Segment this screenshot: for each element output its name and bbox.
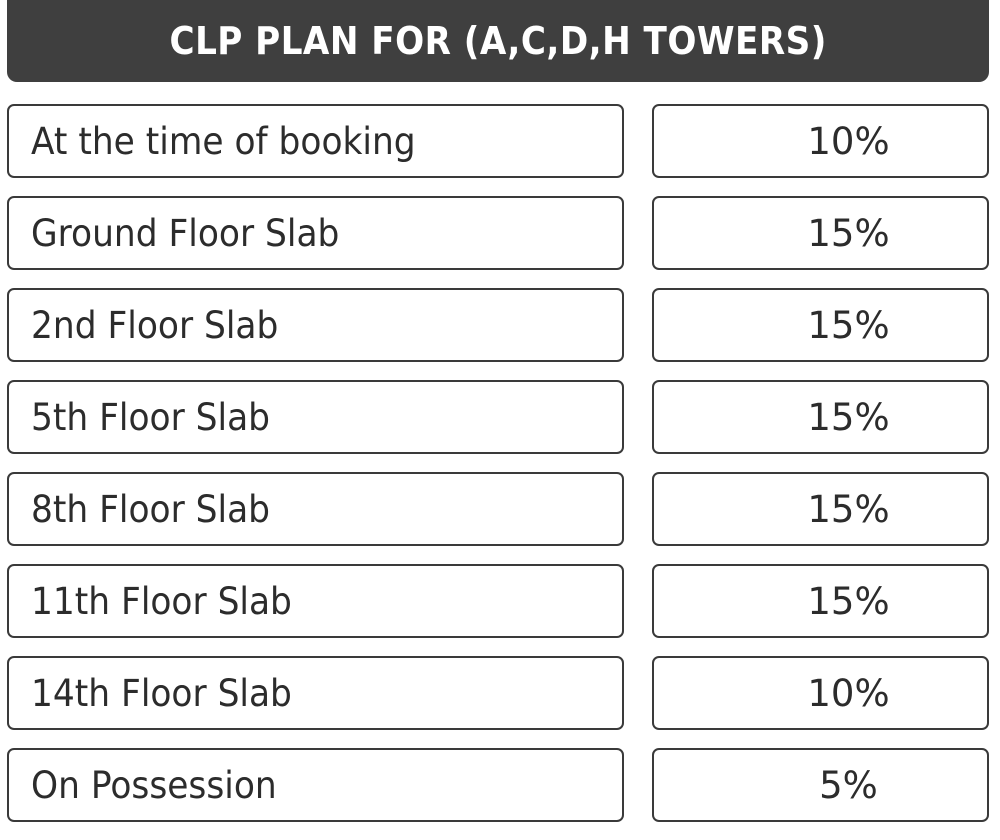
stage-label: 5th Floor Slab bbox=[31, 395, 271, 439]
percentage-cell bbox=[652, 564, 989, 638]
stage-label: Ground Floor Slab bbox=[31, 211, 340, 255]
percentage-value: 15% bbox=[807, 487, 890, 531]
percentage-cell bbox=[652, 656, 989, 730]
percentage-cell bbox=[652, 288, 989, 362]
percentage-value: 5% bbox=[819, 763, 878, 807]
plan-row bbox=[0, 564, 1000, 656]
plan-title: CLP PLAN FOR (A,C,D,H TOWERS) bbox=[169, 19, 827, 63]
plan-row bbox=[0, 288, 1000, 380]
stage-label: 14th Floor Slab bbox=[31, 671, 292, 715]
stage-label-cell bbox=[7, 656, 624, 730]
stage-label-cell bbox=[7, 748, 624, 822]
stage-label-cell bbox=[7, 380, 624, 454]
plan-row bbox=[0, 380, 1000, 472]
percentage-value: 15% bbox=[807, 579, 890, 623]
percentage-cell bbox=[652, 196, 989, 270]
percentage-value: 15% bbox=[807, 303, 890, 347]
plan-row bbox=[0, 472, 1000, 564]
plan-row bbox=[0, 104, 1000, 196]
percentage-cell bbox=[652, 380, 989, 454]
stage-label: 11th Floor Slab bbox=[31, 579, 292, 623]
stage-label-cell bbox=[7, 472, 624, 546]
payment-plan-table bbox=[0, 104, 1000, 840]
stage-label: At the time of booking bbox=[31, 119, 416, 163]
plan-row bbox=[0, 196, 1000, 288]
plan-row bbox=[0, 748, 1000, 840]
plan-header bbox=[7, 0, 989, 82]
percentage-cell bbox=[652, 472, 989, 546]
percentage-value: 15% bbox=[807, 395, 890, 439]
stage-label-cell bbox=[7, 104, 624, 178]
percentage-value: 10% bbox=[807, 119, 890, 163]
percentage-cell bbox=[652, 748, 989, 822]
plan-row bbox=[0, 656, 1000, 748]
stage-label: On Possession bbox=[31, 763, 277, 807]
stage-label: 8th Floor Slab bbox=[31, 487, 271, 531]
stage-label: 2nd Floor Slab bbox=[31, 303, 279, 347]
stage-label-cell bbox=[7, 288, 624, 362]
stage-label-cell bbox=[7, 196, 624, 270]
percentage-value: 15% bbox=[807, 211, 890, 255]
stage-label-cell bbox=[7, 564, 624, 638]
percentage-value: 10% bbox=[807, 671, 890, 715]
percentage-cell bbox=[652, 104, 989, 178]
